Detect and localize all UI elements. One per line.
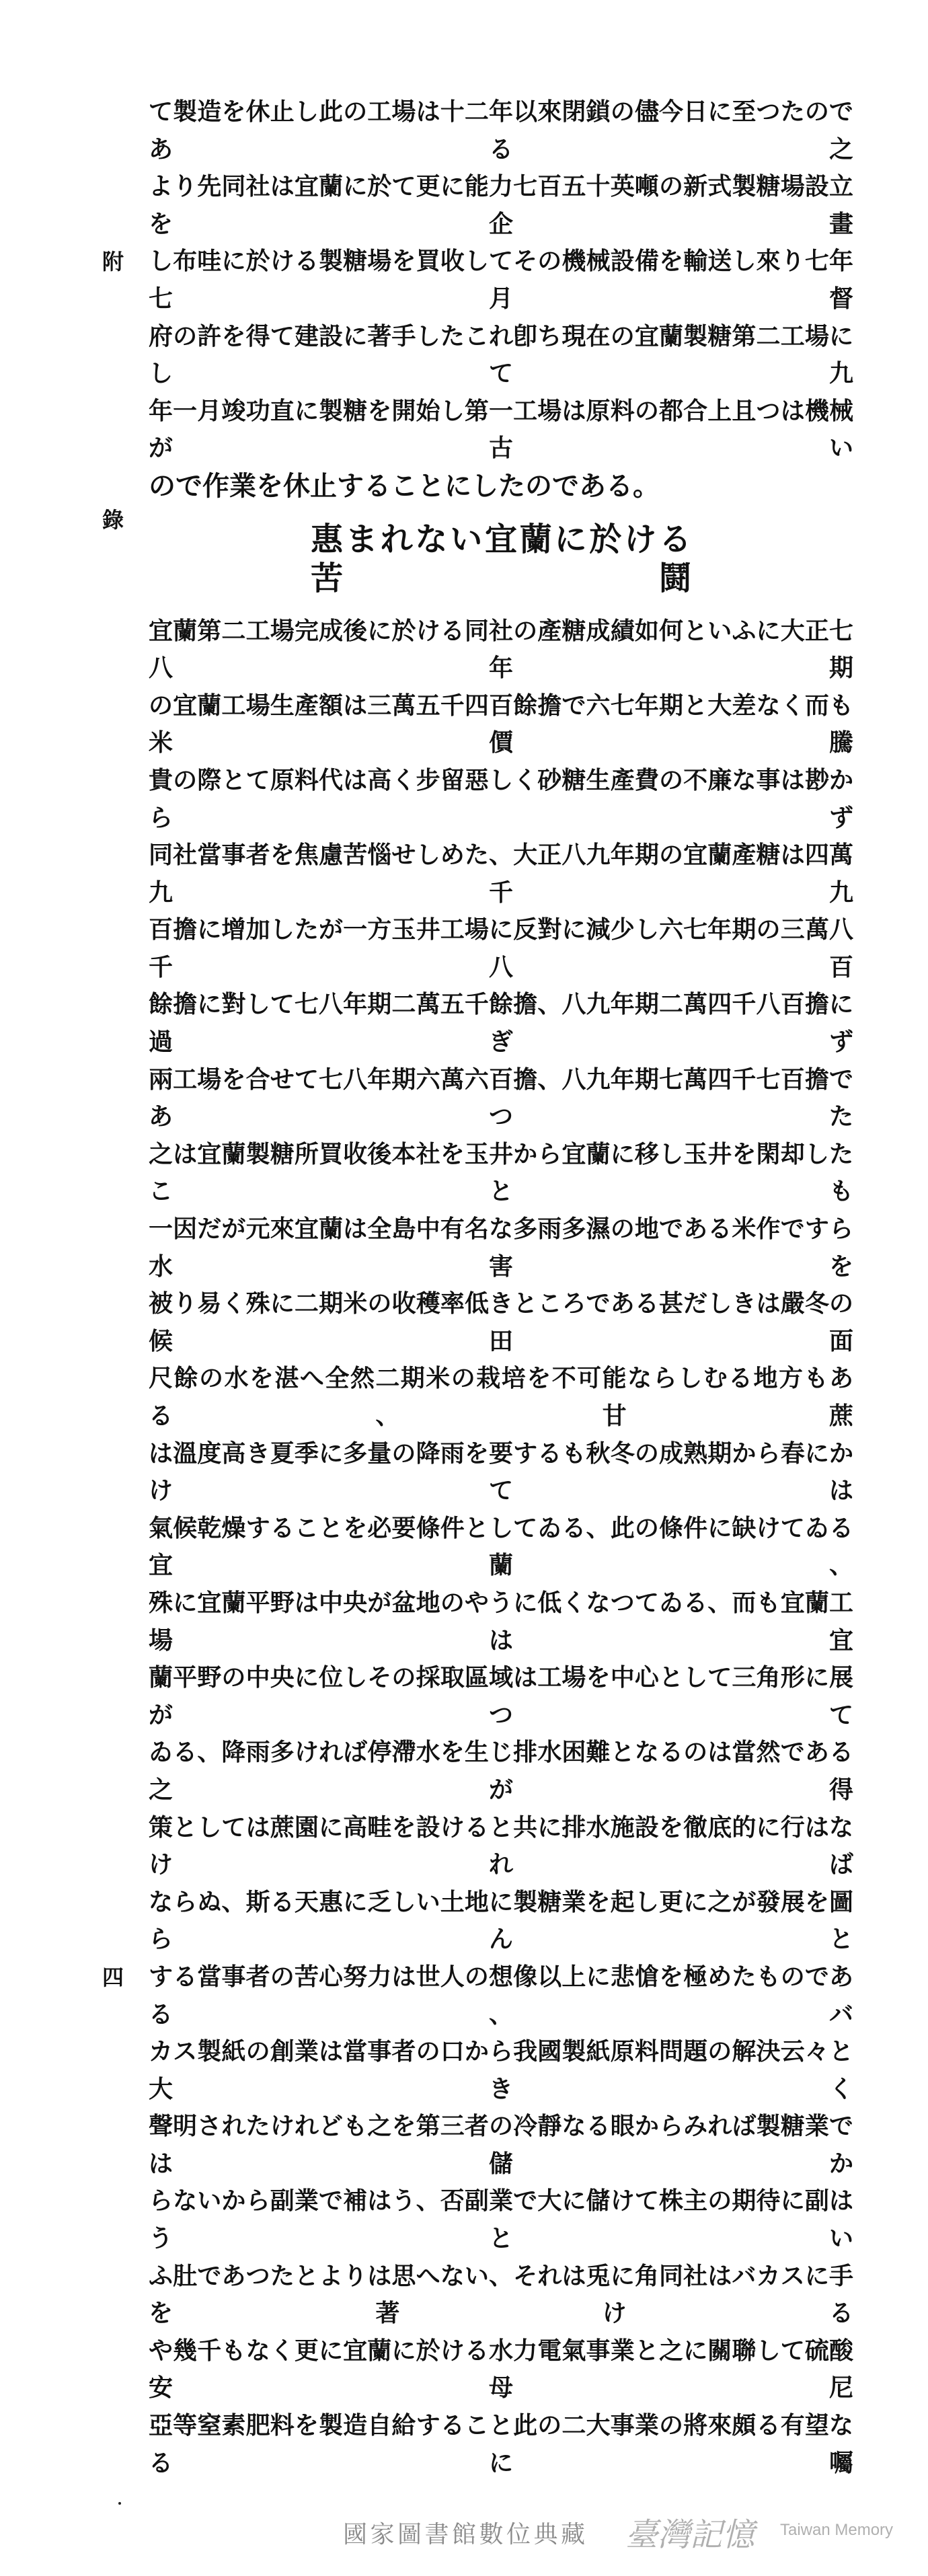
text-line: する當事者の苦心努力は世人の想像以上に悲愴を極めたものである、バ [149, 1962, 853, 2029]
text-line: ならぬ、斯る天惠に乏しい土地に製糖業を起し更に之が發展を圖らんと [149, 1887, 853, 1954]
margin-note-roku: 錄 [102, 506, 124, 533]
text-line: し布哇に於ける製糖場を買收してその機械設備を輸送し來り七年七月督 [149, 247, 853, 313]
text-line: 兩工場を合せて七八年期六萬六百擔、八九年期七萬四千七百擔であつた [149, 1065, 853, 1131]
section-heading: 惠まれない宜蘭に於ける苦鬪 [311, 520, 691, 597]
text-line: 被り易く殊に二期米の收穫率低きところである甚だしきは嚴冬の候田面 [149, 1289, 853, 1355]
text-line: 氣候乾燥することを必要條件としてゐる、此の條件に缺けてゐる宜蘭、 [149, 1513, 853, 1580]
text-line: 尺餘の水を湛へ全然二期米の栽培を不可能ならしむる地方もある、甘蔗 [149, 1364, 853, 1430]
page-body [149, 0, 853, 2482]
text-line: ゐる、降雨多ければ停滯水を生じ排水困難となるのは當然である之が得 [149, 1738, 853, 1804]
paragraph-1 [149, 93, 853, 505]
text-line: 同社當事者を焦慮苦惱せしめた、大正八九年期の宜蘭產糖は四萬九千九 [149, 841, 853, 907]
margin-note-fu: 附 [102, 249, 124, 275]
text-line: 策としては蔗園に高畦を設けると共に排水施設を徹底的に行はなければ [149, 1813, 853, 1879]
text-line: 殊に宜蘭平野は中央が盆地のやうに低くなつてゐる、而も宜蘭工場は宜 [149, 1588, 853, 1655]
text-line: 宜蘭第二工場完成後に於ける同社の產糖成績如何といふに大正七八年期 [149, 616, 853, 683]
text-line: 之は宜蘭製糖所買收後本社を玉井から宜蘭に移し玉井を閑却したことも [149, 1139, 853, 1206]
text-line: て製造を休止し此の工場は十二年以來閉鎖の儘今日に至つたのである之 [149, 98, 853, 163]
text-line: 貴の際とて原料代は高く步留惡しく砂糖生產費の不廉な事は尠からず [149, 765, 853, 832]
scan-speck [118, 2502, 121, 2505]
text-line: 餘擔に對して七八年期二萬五千餘擔、八九年期二萬四千八百擔に過ぎず [149, 990, 853, 1057]
text-line: 年一月竣功直に製糖を開始し第一工場は原料の都合上且つは機械が古い [149, 396, 853, 463]
text-line: 一因だが元來宜蘭は全島中有名な多雨多濕の地である米作ですら水害を [149, 1215, 853, 1281]
page-bottom [0, 2502, 928, 2576]
text-line: は溫度高き夏季に多量の降雨を要するも秋冬の成熟期から春にかけては [149, 1439, 853, 1505]
text-line: 府の許を得て建設に著手したこれ卽ち現在の宜蘭製糖第二工場にして九 [149, 321, 853, 388]
text-line: 百擔に增加したが一方玉井工場に反對に減少し六七年期の三萬八千八百 [149, 915, 853, 981]
page-number: 四 [102, 1964, 124, 1990]
text-line: より先同社は宜蘭に於て更に能力七百五十英噸の新式製糖場設立を企畫 [149, 172, 853, 238]
text-line: カス製紙の創業は當事者の口から我國製紙原料問題の解決云々と大きく [149, 2037, 853, 2103]
paragraph-2 [149, 613, 853, 2483]
text-line: ふ肚であつたとよりは思へない、それは兎に角同社はバカスに手を著ける [149, 2261, 853, 2328]
footer-credit: 國家圖書館數位典藏 [343, 2521, 585, 2549]
text-line: や幾千もなく更に宜蘭に於ける水力電氣事業と之に關聯して硫酸安母尼 [149, 2336, 853, 2402]
text-line: 亞等窒素肥料を製造自給すること此の二大事業の將來頗る有望なるに囑 [149, 2411, 853, 2477]
text-line: の宜蘭工場生產額は三萬五千四百餘擔で六七年期と大差なく而も米價騰 [149, 691, 853, 757]
watermark-logo: 臺灣記憶 [625, 2516, 755, 2554]
text-line: 蘭平野の中央に位しその採取區域は工場を中心として三角形に展がつて [149, 1663, 853, 1729]
text-line: 聲明されたけれども之を第三者の冷靜なる眼からみれば製糖業では儲か [149, 2112, 853, 2178]
text-line: らないから副業で補はう、否副業で大に儲けて株主の期待に副はうとい [149, 2187, 853, 2253]
text-line: ので作業を休止することにしたのである。 [149, 469, 660, 502]
watermark-subtitle: Taiwan Memory [780, 2521, 894, 2540]
